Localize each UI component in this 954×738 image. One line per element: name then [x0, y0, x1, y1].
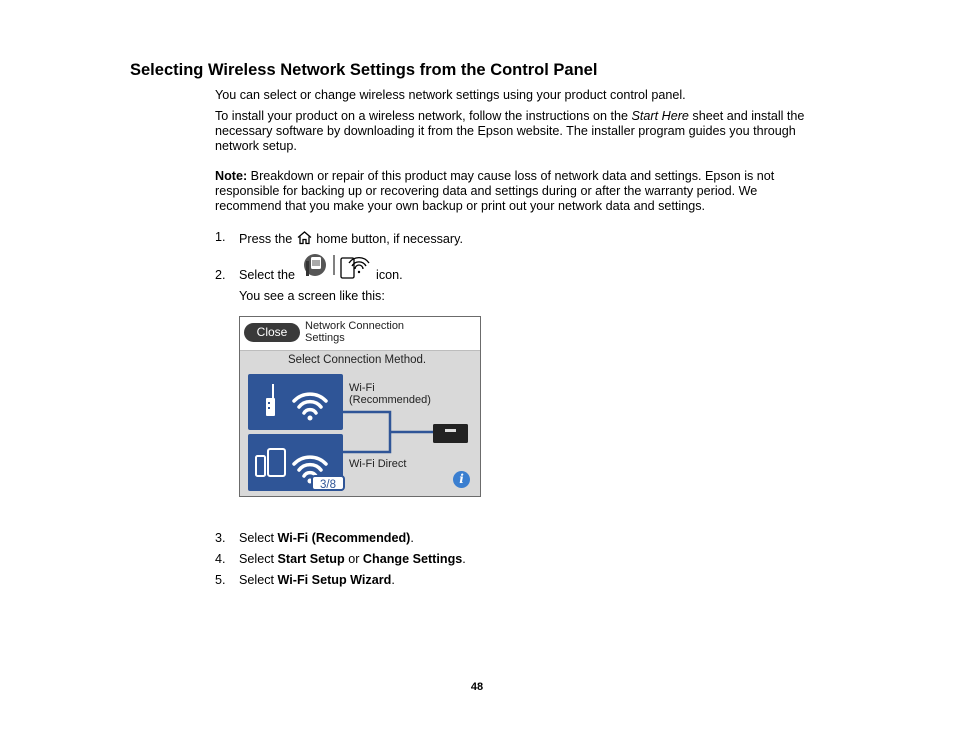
network-status-icon [299, 253, 373, 285]
intro-paragraph: You can select or change wireless network settings using your product control panel. [215, 88, 686, 102]
panel-title-line-2: Settings [305, 332, 345, 344]
step-3-after: . [410, 531, 414, 545]
printer-icon [433, 422, 469, 444]
page-indicator: 3/8 [311, 475, 345, 491]
home-icon [296, 230, 313, 249]
page-heading: Selecting Wireless Network Settings from the Control Panel [130, 61, 598, 79]
step-2-before: Select the [239, 268, 299, 282]
step-2 [239, 253, 403, 285]
screen-intro: You see a screen like this: [239, 289, 385, 303]
step-3-bold: Wi-Fi (Recommended) [277, 531, 411, 545]
install-text-after: sheet and install the necessary software by downloading it from the Epson website. The installer program guides you through network setup. [215, 109, 805, 153]
wifi-label-line-2: (Recommended) [349, 394, 431, 406]
step-2-number: 2. [215, 268, 226, 282]
step-5-before: Select [239, 573, 278, 587]
step-3-before: Select [239, 531, 278, 545]
step-5-after: . [391, 573, 395, 587]
note-text: Breakdown or repair of this product may cause loss of network data and settings. Epson is not responsible for backing up or recovering data and settings during or after the warranty period. We recommend that you make your own backup or print out your network data and settings. [215, 169, 775, 213]
step-4-bold: Start Setup [277, 552, 345, 566]
step-4-middle: or [344, 552, 363, 566]
select-connection-method: Select Connection Method. [288, 354, 427, 366]
info-icon[interactable]: i [453, 471, 470, 488]
page-number: 48 [470, 681, 484, 693]
step-4 [239, 552, 466, 567]
step-2-after: icon. [372, 268, 403, 282]
step-5 [239, 573, 395, 588]
step-4-number: 4. [215, 552, 226, 566]
step-3 [239, 531, 414, 546]
close-button[interactable]: Close [244, 323, 300, 342]
connection-lines [240, 317, 480, 496]
step-1-number: 1. [215, 230, 226, 244]
step-1-after: home button, if necessary. [312, 231, 463, 246]
step-5-number: 5. [215, 573, 226, 587]
install-paragraph [215, 109, 815, 154]
step-4-before: Select [239, 552, 278, 566]
wifi-label-line-1: Wi-Fi [349, 382, 375, 394]
wifi-direct-label: Wi-Fi Direct [349, 458, 407, 470]
install-text-before: To install your product on a wireless network, follow the instructions on the [215, 109, 632, 123]
panel-title-line-1: Network Connection [305, 320, 405, 332]
step-4-bold-2: Change Settings [362, 552, 463, 566]
start-here-reference: Start Here [631, 109, 689, 123]
step-1 [239, 230, 463, 249]
note-label: Note: [215, 169, 248, 183]
control-panel-screen [239, 316, 481, 497]
step-3-number: 3. [215, 531, 226, 545]
step-5-bold: Wi-Fi Setup Wizard [277, 573, 392, 587]
step-4-after: . [462, 552, 466, 566]
step-1-before: Press the [239, 231, 296, 246]
note-paragraph [215, 169, 815, 214]
